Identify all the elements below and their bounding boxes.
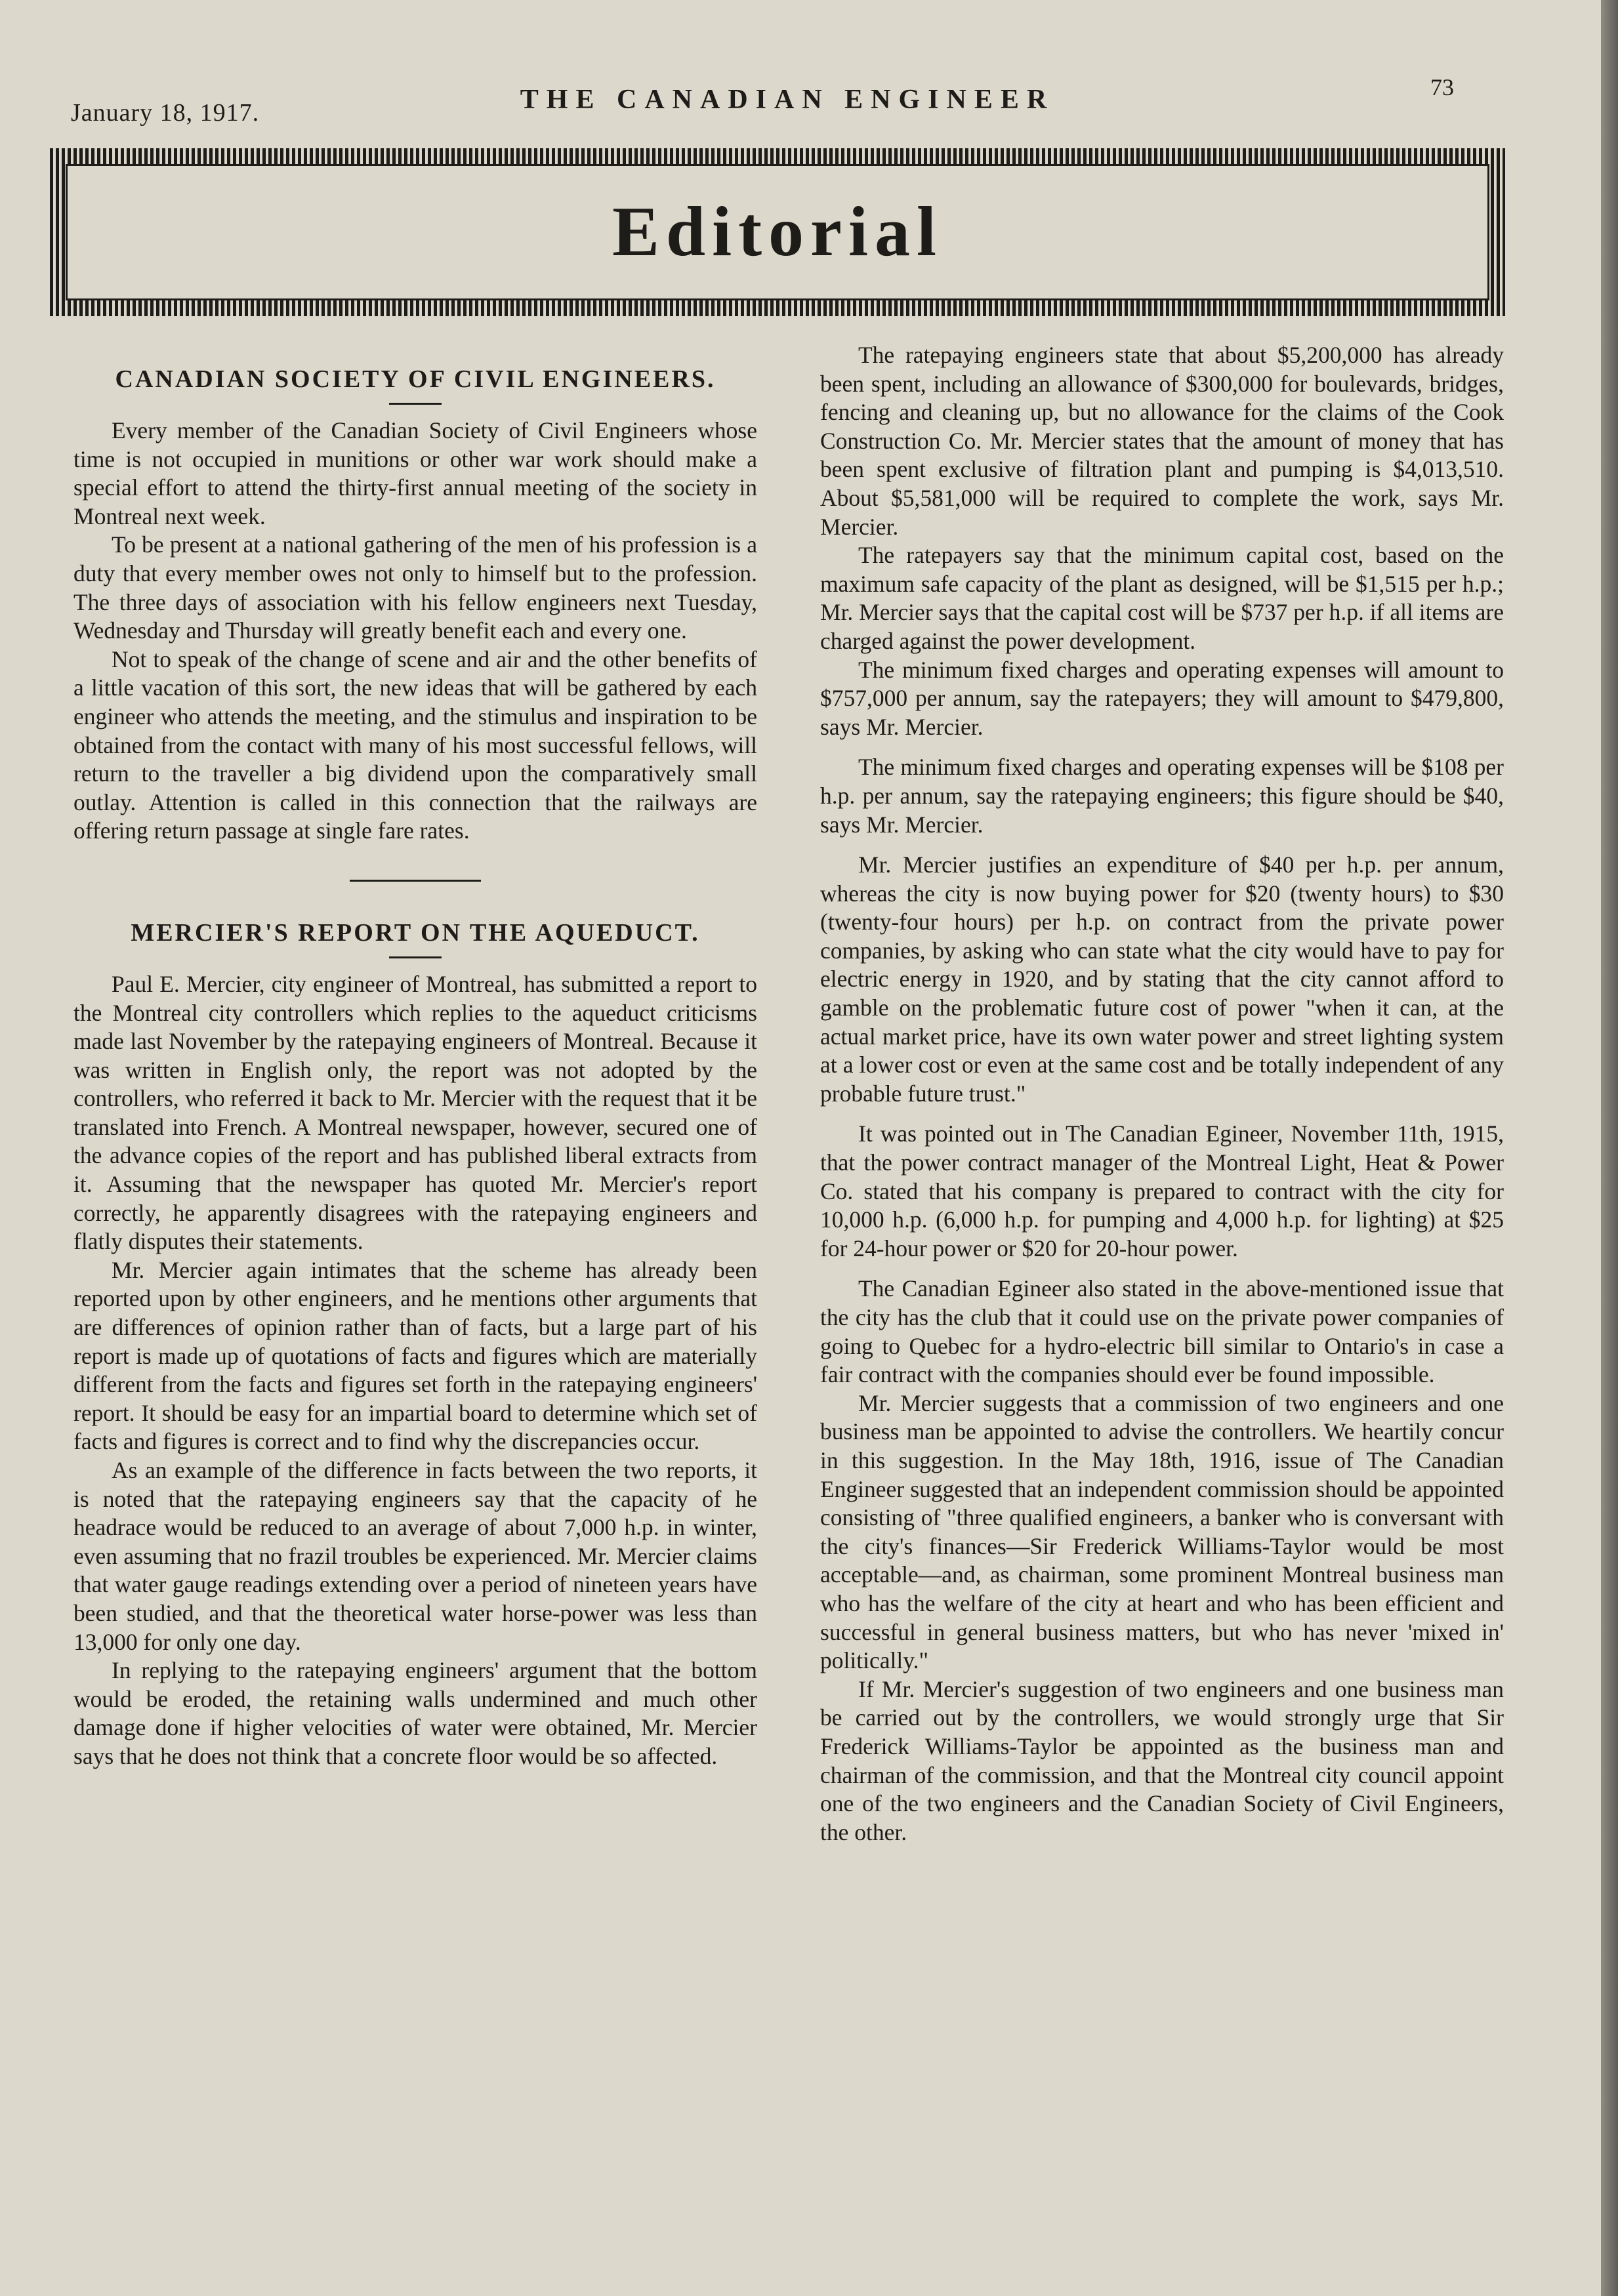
- right-column: [820, 341, 1504, 1847]
- heading-rule: [389, 403, 442, 405]
- paragraph: To be present at a national gathering of the men of his profession is a duty that every member owes not only to himself but to the profession. The three days of association with his fellow engineers next Tuesday, Wednesday and Thursday will greatly benefit each and every one.: [73, 531, 757, 644]
- paragraph: The Canadian Egineer also stated in the above-mentioned issue that the city has the club that it could use on the private power companies of going to Quebec for a hydro-electric bill similar to Ontario's in case a fair contract with the companies should ever be found impossible.: [820, 1275, 1504, 1388]
- paragraph: Paul E. Mercier, city engineer of Montreal, has submitted a report to the Montreal city controllers which replies to the aqueduct criticisms made last November by the ratepaying engineers of Montreal. Because it was written in English only, the report was not adopted by the controllers, who referred it back to Mr. Mercier with the request that it be translated into French. A Montreal newspaper, however, secured one of the advance copies of the report and has published liberal extracts from it. Assuming that the newspaper has quoted Mr. Mercier's report correctly, he apparently disagrees with the ratepaying engineers and flatly disputes their statements.: [73, 970, 757, 1255]
- paragraph: It was pointed out in The Canadian Egineer, November 11th, 1915, that the power contract manager of the Montreal Light, Heat & Power Co. stated that his company is prepared to contract with the city for 10,000 h.p. (6,000 h.p. for pumping and 4,000 h.p. for lighting) at $25 for 24-hour power or $20 for 20-hour power.: [820, 1120, 1504, 1261]
- page-number: 73: [1430, 74, 1454, 100]
- paragraph: Mr. Mercier again intimates that the scheme has already been reported upon by other engineers, and he mentions other arguments that are differences of opinion rather than of facts, but a large part of his report is made up of quotations of facts and figures which are materially different from the facts and figures set forth in the ratepaying engineers' report. It should be easy for an impartial board to determine which set of facts and figures is correct and to find why the discrepancies occur.: [73, 1256, 757, 1455]
- banner-title: Editorial: [612, 193, 944, 271]
- journal-title: THE CANADIAN ENGINEER: [520, 85, 1055, 115]
- paragraph: The ratepayers say that the minimum capital cost, based on the maximum safe capacity of the plant as designed, will be $1,515 per h.p.; Mr. Mercier says that the capital cost will be $737 per h.p. if all items are charged against the power development.: [820, 542, 1504, 654]
- paragraph: The minimum fixed charges and operating expenses will amount to $757,000 per annum, say the ratepayers; they will amount to $479,800, says Mr. Mercier.: [820, 656, 1504, 740]
- paragraph: Not to speak of the change of scene and air and the other benefits of a little vacation of this sort, the new ideas that will be gathered by each engineer who attends the meeting, and the stimulus and inspiration to be obtained from the contact with many of his most successful fellows, will return to the traveller a big dividend upon the comparatively small outlay. Attention is called in this connection that the railways are offering return passage at single fare rates.: [73, 646, 757, 844]
- paragraph: The ratepaying engineers state that about $5,200,000 has already been spent, including an allowance of $300,000 for boulevards, bridges, fencing and cleaning up, but no allowance for the claims of the Cook Construction Co. Mr. Mercier states that the amount of money that has been spent exclusive of filtration plant and pumping is $4,013,510. About $5,581,000 will be required to complete the work, says Mr. Mercier.: [820, 342, 1504, 540]
- paragraph: Every member of the Canadian Society of Civil Engineers whose time is not occupied in munitions or other war work should make a special effort to attend the thirty-first annual meeting of the society in Montreal next week.: [73, 417, 757, 529]
- paragraph: Mr. Mercier suggests that a commission of two engineers and one business man be appointed to advise the controllers. We heartily concur in this suggestion. In the May 18th, 1916, issue of The Canadian Engineer suggested that an independent commission should be appointed consisting of "three qualified engineers, a banker who is conversant with the city's finances—Sir Frederick Williams-Taylor would be most acceptable—and, as chairman, some prominent Montreal business man who has the welfare of the city at heart and who has been efficient and successful in general business matters, but who has never 'mixed in' politically.": [820, 1389, 1504, 1674]
- banner-frame: [66, 164, 1489, 300]
- issue-date: January 18, 1917.: [71, 99, 260, 127]
- editorial-banner: [50, 148, 1505, 316]
- page-edge-shadow: [1601, 0, 1618, 2296]
- left-column: [73, 341, 757, 1771]
- paragraph: In replying to the ratepaying engineers' argument that the bottom would be eroded, the retaining walls undermined and much other damage done if higher velocities of water were obtained, Mr. Mercier says that he does not think that a concrete floor would be so affected.: [73, 1657, 757, 1769]
- heading-rule: [389, 956, 442, 958]
- paragraph: The minimum fixed charges and operating expenses will be $108 per h.p. per annum, say the ratepaying engineers; this figure should be $40, says Mr. Mercier.: [820, 754, 1504, 838]
- article-heading-aqueduct: MERCIER'S REPORT ON THE AQUEDUCT.: [131, 918, 700, 947]
- paragraph: Mr. Mercier justifies an expenditure of $40 per h.p. per annum, whereas the city is now buying power for $20 (twenty hours) to $30 (twenty-four hours) per h.p. on contract from the private power companies, by asking who can state what the city would have to pay for electric energy in 1920, and by stating that the city cannot afford to gamble on the problematic future cost of power "when it can, at the actual market price, have its own water power and street lighting system at a lower cost or even at the same cost and be totally independent of any probable future trust.": [820, 851, 1504, 1107]
- paragraph: If Mr. Mercier's suggestion of two engineers and one business man be carried out by the controllers, we would strongly urge that Sir Frederick Williams-Taylor be appointed as the business man and chairman of the commission, and that the Montreal city council appoint one of the two engineers and the Canadian Society of Civil Engineers, the other.: [820, 1675, 1504, 1845]
- section-divider: [350, 880, 481, 882]
- paragraph: As an example of the difference in facts between the two reports, it is noted that the ratepaying engineers say that the capacity of he headrace would be reduced to an average of about 7,000 h.p. in winter, even assuming that no frazil troubles be experienced. Mr. Mercier claims that water gauge readings extending over a period of nineteen years have been studied, and that the theoretical water horse-power was less than 13,000 for only one day.: [73, 1457, 757, 1655]
- article-heading-society: CANADIAN SOCIETY OF CIVIL ENGINEERS.: [115, 365, 716, 393]
